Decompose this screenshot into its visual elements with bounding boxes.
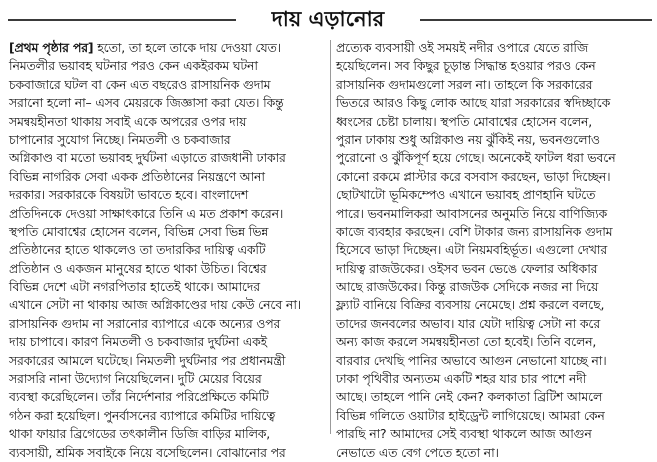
text-line-content: দায় চাপাবে। কারণ নিমতলী ও চকবাজার দুর্ঘটনা একই [9, 334, 267, 350]
text-line-content: প্রতিষ্ঠান ও একজন মানুষের হাতে থাকা উচিত। বিশ্বের [9, 260, 267, 276]
text-line [336, 205, 652, 223]
text-line [336, 76, 652, 94]
text-line [336, 278, 652, 296]
text-line [336, 113, 652, 131]
text-line-content: চকবাজারে ঘটল বা কেন এত বছরেও রাসায়নিক গুদাম [9, 76, 271, 92]
text-line-content: এখানে সেটা না থাকায় আজ অগ্নিকাণ্ডের দায় কেউ নেবে না। [9, 297, 302, 313]
text-line-content: পারছি না? আমাদের সেই ব্যবস্থা থাকলে আজ আগুন [336, 426, 592, 442]
text-line [9, 296, 324, 314]
text-line [336, 223, 652, 241]
text-line-content: ধ্বংসের চেষ্টা চালায়। স্থপতি মোবাশ্বের হোসেন বলেন, [336, 113, 593, 129]
text-line [336, 388, 652, 406]
text-line-content: বিভিন্ন গলিতে ওয়াটার হাইড্রেন্ট লাগিয়েছে। আমরা কেন [336, 407, 605, 423]
text-line [9, 444, 324, 462]
column-divider [330, 40, 331, 434]
text-line [9, 76, 324, 94]
text-line-content: বিভিন্ন নাগরিক সেবা একক প্রতিষ্ঠানের নিয়ন্ত্রণে আনা [9, 168, 265, 184]
text-line-content: ফ্ল্যাট বানিয়ে বিক্রির ব্যবসায় নেমেছে। প্রশ্ন করলে বলছে, [336, 297, 605, 313]
continued-from-front-page-label: [প্রথম পৃষ্ঠার পর] [9, 40, 94, 55]
text-line-content: ছোটখাটো ভূমিকম্পেও এখানে ভয়াবহ প্রাণহানি ঘটতে [336, 187, 596, 203]
text-line [336, 333, 652, 351]
text-line-content: নিমতলীর ভয়াবহ ঘটনার পরও কেন একইরকম ঘটনা [9, 58, 258, 74]
text-line-content: সরকারের আমলে ঘটেছে। নিমতলী দুর্ঘটনার পর প্রধানমন্ত্রী [9, 352, 286, 368]
text-line-content: স্থপতি মোবাশ্বের হোসেন বলেন, বিভিন্ন সেবা ভিন্ন ভিন্ন [9, 223, 269, 239]
text-line-content: আছে রাজউকের। কিন্তু রাজউক সেদিকে নজর না দিয়ে [336, 279, 599, 295]
text-line [336, 315, 652, 333]
text-line [9, 113, 324, 131]
text-line-content: দরকার। সরকারকে বিষয়টা ভাবতে হবে। বাংলাদেশ [9, 187, 249, 203]
text-line-content: প্রত্যেক ব্যবসায়ী ওই সময়ই নদীর ওপারে যেতে রাজি [336, 40, 588, 55]
text-line-content: নেভাতে এত বেগ পেতে হতো না। [336, 444, 499, 460]
text-line-content: রাসায়নিক গুদাম না সরানোর ব্যাপারে একে অন্যের ওপর [9, 315, 281, 331]
headline: দায় এড়ানোর [271, 7, 385, 31]
text-line-content: বারবার দেখছি পানির অভাবে আগুন নেভানো যাচ্ছে না। [336, 352, 607, 368]
text-line [9, 168, 324, 186]
text-line-content: ঢাকা পৃথিবীর অন্যতম একটি শহর যার চার পাশে নদী [336, 371, 587, 387]
text-line-content: পারে। ভবনমালিকরা আবাসনের অনুমতি নিয়ে বাণিজ্যিক [336, 205, 608, 221]
text-line [9, 407, 324, 425]
text-line-content: ভিতরে আরও কিছু লোক আছে যারা সরকারের স্বদিচ্ছাকে [336, 95, 611, 111]
text-line [9, 223, 324, 241]
text-line [9, 425, 324, 443]
text-line-content: হয়েছিলেন। সব কিছুর চূড়ান্ত সিদ্ধান্ত হওয়ার পরও কেন [336, 58, 596, 74]
text-line [9, 131, 324, 149]
article-column-right [336, 39, 652, 460]
article-column-left [9, 39, 324, 460]
text-line-content: তাদের জনবলের অভাব। যার যেটা দায়িত্ব সেটা না করে [336, 315, 601, 331]
text-line [9, 94, 324, 112]
text-line [9, 278, 324, 296]
text-line [9, 333, 324, 351]
text-line [9, 352, 324, 370]
text-line [336, 168, 652, 186]
text-line-content: বিভিন্ন দেশে এটা নগরপিতার হাতেই থাকে। আমাদের [9, 279, 260, 295]
text-line [336, 352, 652, 370]
text-line [336, 260, 652, 278]
text-line-content: গঠন করা হয়েছিল। পুনর্বাসনের ব্যাপারে কমিটির দায়িত্বে [9, 407, 276, 423]
text-line [336, 241, 652, 259]
text-line [9, 205, 324, 223]
text-line-content: রাসায়নিক গুদামগুলো সরল না। তাহলে কি সরকারের [336, 76, 593, 92]
text-line [9, 186, 324, 204]
text-line [336, 425, 652, 443]
text-line [9, 57, 324, 75]
text-line-content: প্রতিদিনকে দেওয়া সাক্ষাৎকারে তিনি এ মত প্রকাশ করেন। [9, 205, 284, 221]
headline-bar [0, 0, 657, 36]
text-line [9, 39, 324, 57]
text-line-content: চাপানোর সুযোগ নিচ্ছে। নিমতলী ও চকবাজার [9, 131, 231, 147]
text-line-content: দায়িত্ব রাজউকের। ওইসব ভবন ভেঙে ফেলার অধিকার [336, 260, 598, 276]
text-line-content: আছে। তাহলে পানি নেই কেন? কলকাতা ব্রিটিশ আমলে [336, 389, 603, 405]
text-line [336, 407, 652, 425]
text-line-content: সরাসরি নানা উদ্যোগ নিয়েছিলেন। দুটি মেয়ের বিয়ের [9, 371, 262, 387]
text-line-content: পুরোনো ও ঝুঁকিপূর্ণ হয়ে গেছে। অনেকেই ফাটল ধরা ভবনে [336, 150, 616, 166]
text-line [336, 39, 652, 57]
text-line-content: ব্যবসায়ী, শ্রমিক সবাইকে নিয়ে বসেছিলেন। বোঝানোর পর [9, 444, 286, 460]
text-line [336, 186, 652, 204]
text-line [9, 388, 324, 406]
text-line [336, 57, 652, 75]
headline-rule-left [8, 19, 236, 21]
text-line-content: হতো, তা হলে তাকে দায় দেওয়া যেত। [93, 40, 281, 55]
text-line-content: কাজে ব্যবহার করছেন। বেশি টাকার জন্য রাসায়নিক গুদাম [336, 223, 613, 239]
text-line-content: হিসেবে ভাড়া দিচ্ছেন। এটা নিয়মবহির্ভূত। এগুলো দেখার [336, 242, 608, 258]
text-line-content: অগ্নিকাণ্ড বা মতো ভয়াবহ দুর্ঘটনা এড়াতে রাজধানী ঢাকার [9, 150, 286, 166]
text-line-content: পুরান ঢাকায় শুধু অগ্নিকাণ্ড নয় ঝুঁকিই নয়, ভবনগুলোও [336, 131, 600, 147]
text-line-content: কোনো রকমে প্লাস্টার করে বসবাস করছেন, ভাড়া দিচ্ছেন। [336, 168, 611, 184]
text-line-content: সমন্বয়হীনতা থাকায় সবাই একে অপরের ওপর দায় [9, 113, 247, 129]
text-line [336, 94, 652, 112]
text-line-content: ব্যবস্থা করেছিলেন। তাঁর নির্দেশনার পরিপ্রেক্ষিতে কমিটি [9, 389, 269, 405]
text-line [9, 260, 324, 278]
headline-rule-right [420, 19, 652, 21]
text-line-content: অন্য কাজ করলে সমন্বয়হীনতা তো হবেই। তিনি বলেন, [336, 334, 597, 350]
text-line [336, 370, 652, 388]
text-line [336, 131, 652, 149]
text-line-content: সরানো হলো না– এসব মেয়রকে জিজ্ঞাসা করা যেত। কিন্তু [9, 95, 284, 111]
text-line [9, 370, 324, 388]
text-line [9, 315, 324, 333]
text-line-content: প্রতিষ্ঠানের হাতে থাকলেও তা তদারকির দায়িত্ব একটি [9, 242, 266, 258]
text-line [9, 241, 324, 259]
text-line [336, 444, 652, 462]
text-line [336, 149, 652, 167]
text-line [336, 296, 652, 314]
text-line-content: থাকা ফায়ার ব্রিগেডের তৎকালীন ডিজি বাড়ির মালিক, [9, 426, 271, 442]
text-line [9, 149, 324, 167]
